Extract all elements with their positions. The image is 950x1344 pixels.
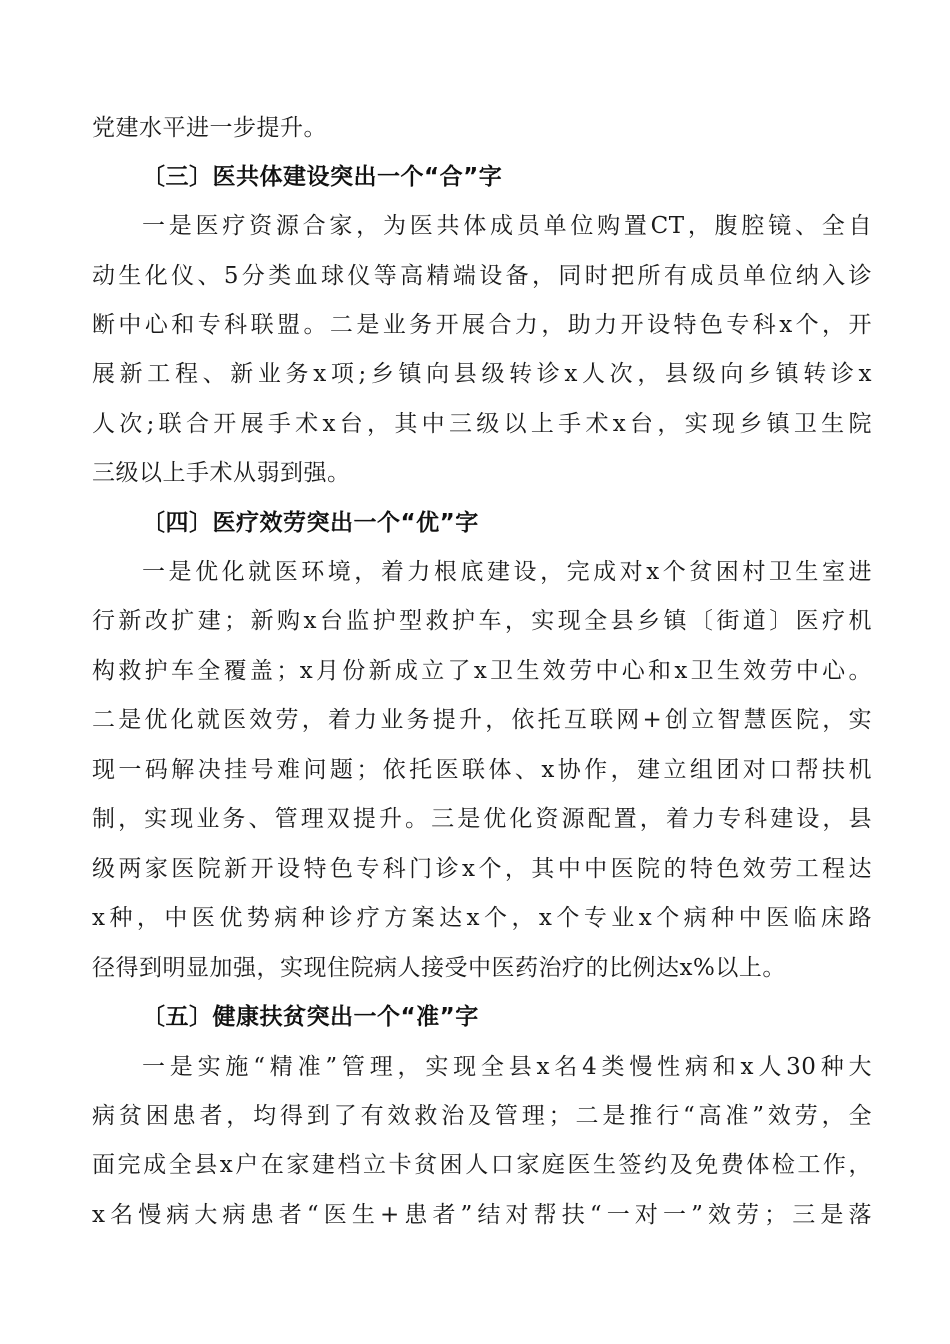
paragraph-line: 行新改扩建；新购x台监护型救护车，实现全县乡镇〔街道〕医疗机 <box>92 608 872 634</box>
paragraph-line: 病贫困患者，均得到了有效救治及管理；二是推行“高准”效劳，全 <box>92 1103 872 1129</box>
paragraph-line: x名慢病大病患者“医生+患者”结对帮扶“一对一”效劳；三是落 <box>92 1202 872 1228</box>
paragraph-line: 展新工程、新业务x项;乡镇向县级转诊x人次，县级向乡镇转诊x <box>92 361 872 387</box>
section-heading-three: 〔三〕医共体建设突出一个“合”字 <box>142 164 503 190</box>
paragraph-line: 三级以上手术从弱到强。 <box>92 460 351 486</box>
section-heading-five: 〔五〕健康扶贫突出一个“准”字 <box>142 1004 479 1030</box>
paragraph-line: 党建水平进一步提升。 <box>92 115 327 141</box>
paragraph-line: 构救护车全覆盖；x月份新成立了x卫生效劳中心和x卫生效劳中心。 <box>92 658 872 684</box>
paragraph-line: 人次;联合开展手术x台，其中三级以上手术x台，实现乡镇卫生院 <box>92 411 872 437</box>
paragraph-line: 二是优化就医效劳，着力业务提升，依托互联网+创立智慧医院，实 <box>92 707 872 733</box>
paragraph-line: x种，中医优势病种诊疗方案达x个，x个专业x个病种中医临床路 <box>92 905 872 931</box>
paragraph-line: 一是医疗资源合家，为医共体成员单位购置CT，腹腔镜、全自 <box>142 213 872 239</box>
paragraph-line: 径得到明显加强，实现住院病人接受中医药治疗的比例达x%以上。 <box>92 955 786 981</box>
paragraph-line: 断中心和专科联盟。二是业务开展合力，助力开设特色专科x个，开 <box>92 312 872 338</box>
section-heading-four: 〔四〕医疗效劳突出一个“优”字 <box>142 510 479 536</box>
paragraph-line: 现一码解决挂号难问题；依托医联体、x协作，建立组团对口帮扶机 <box>92 757 872 783</box>
paragraph-line: 一是优化就医环境，着力根底建设，完成对x个贫困村卫生室进 <box>142 559 872 585</box>
paragraph-line: 制，实现业务、管理双提升。三是优化资源配置，着力专科建设，县 <box>92 806 872 832</box>
paragraph-line: 动生化仪、5分类血球仪等高精端设备，同时把所有成员单位纳入诊 <box>92 263 872 289</box>
paragraph-line: 级两家医院新开设特色专科门诊x个，其中中医院的特色效劳工程达 <box>92 856 872 882</box>
paragraph-line: 面完成全县x户在家建档立卡贫困人口家庭医生签约及免费体检工作， <box>92 1152 872 1178</box>
paragraph-line: 一是实施“精准”管理，实现全县x名4类慢性病和x人30种大 <box>142 1054 872 1080</box>
